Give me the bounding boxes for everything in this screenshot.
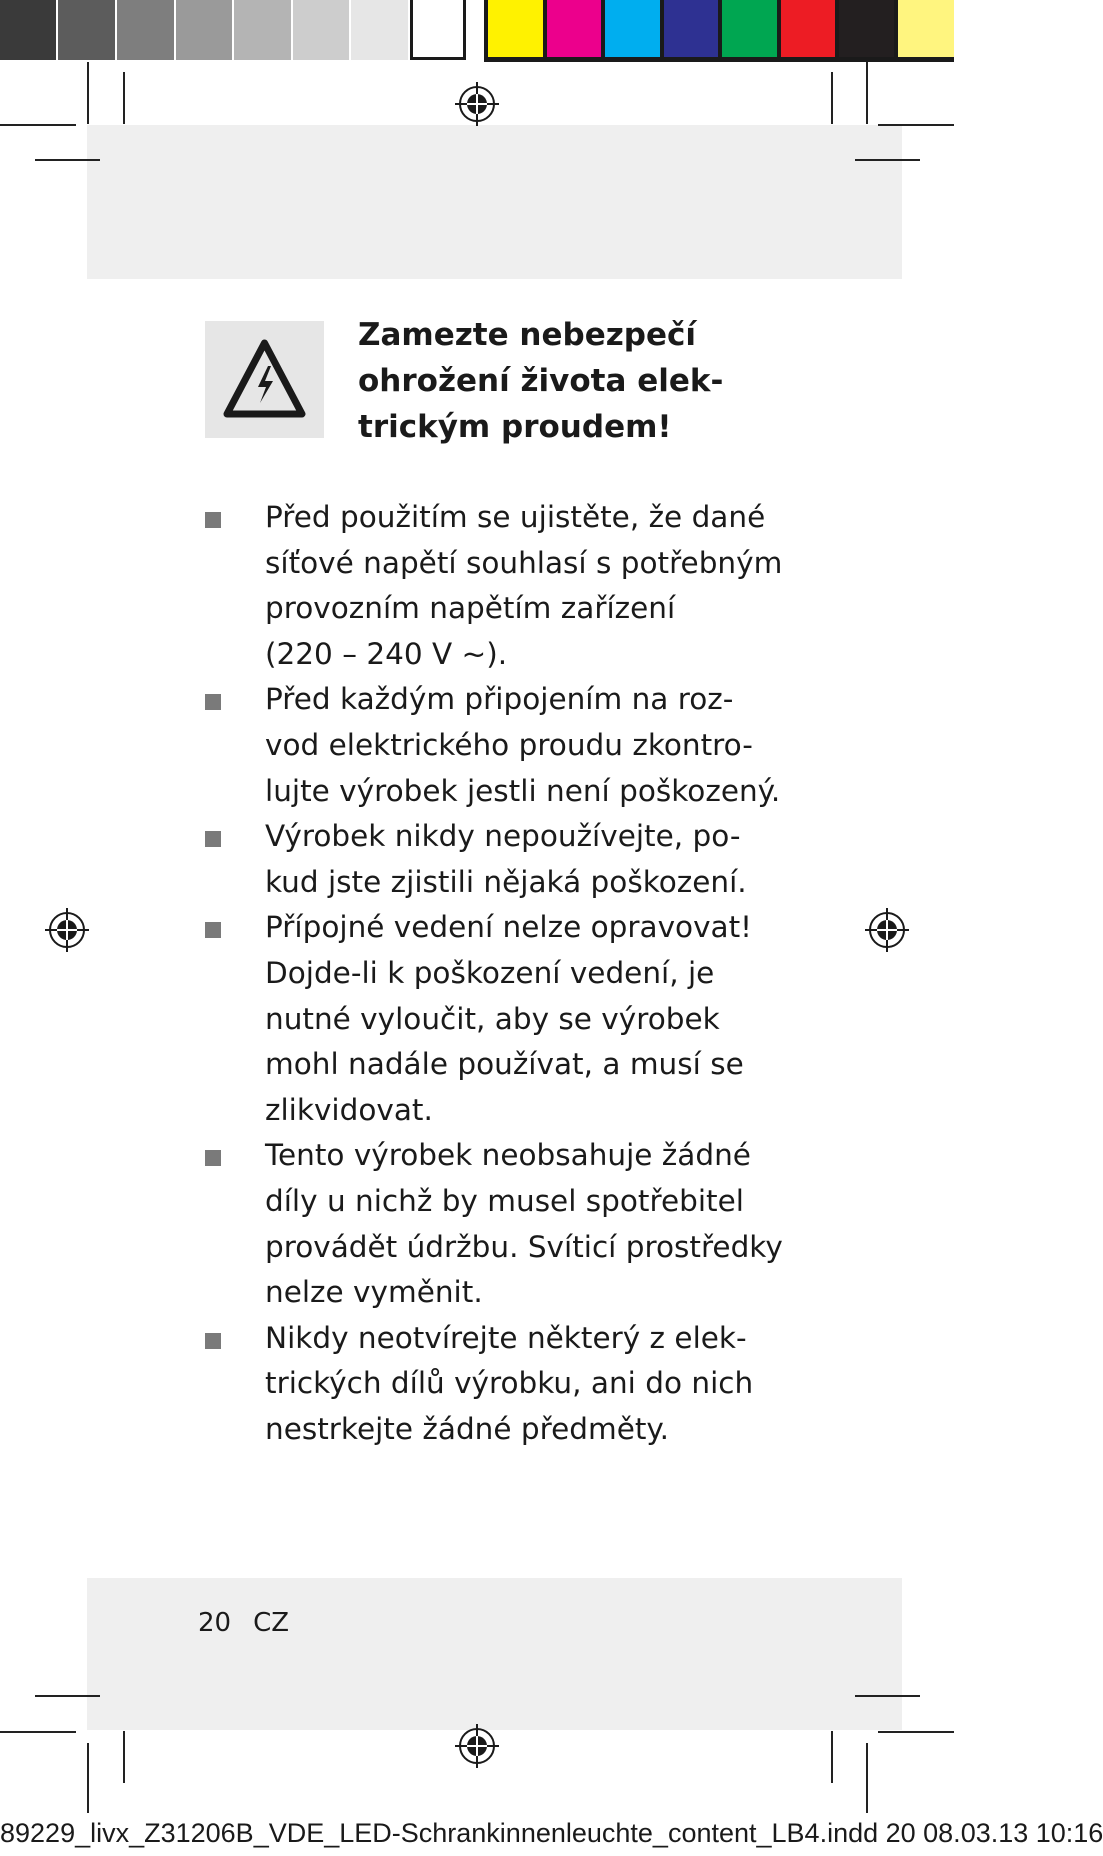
bullet-text-line: Nikdy neotvírejte některý z elek- xyxy=(265,1320,747,1355)
crop-mark xyxy=(0,1731,76,1733)
bullet-text-line: nutné vyloučit, aby se výrobek xyxy=(265,1001,720,1036)
crop-mark xyxy=(0,124,76,126)
crop-mark xyxy=(123,72,125,124)
bullet-text-line: zlikvidovat. xyxy=(265,1092,433,1127)
bullet-text-line: Výrobek nikdy nepoužívejte, po- xyxy=(265,819,741,854)
gray-swatch xyxy=(351,0,408,60)
warning-title xyxy=(358,312,758,450)
color-swatch xyxy=(605,0,660,57)
top-gray-band xyxy=(87,125,902,279)
bullet-text-line: Tento výrobek neobsahuje žádné xyxy=(265,1138,751,1173)
bullet-text-line: mohl nadále používat, a musí se xyxy=(265,1047,744,1082)
gray-swatch xyxy=(0,0,56,60)
bullet-square-icon xyxy=(205,922,221,938)
crop-mark xyxy=(878,124,954,126)
bullet-text-line: provozním napětím zařízení xyxy=(265,591,676,626)
gray-swatch xyxy=(234,0,291,60)
bullet-text xyxy=(265,1133,783,1315)
gray-swatch xyxy=(58,0,115,60)
bottom-gray-band xyxy=(87,1578,902,1730)
bullet-text xyxy=(265,495,783,677)
page-footer xyxy=(198,1608,289,1638)
bullet-text xyxy=(265,1316,765,1453)
bullet-square-icon xyxy=(205,512,221,528)
warning-title-line: Zamezte nebezpečí xyxy=(358,317,696,353)
bullet-square-icon xyxy=(205,831,221,847)
bullet-text-line: trických dílů výrobku, ani do nich xyxy=(265,1366,754,1401)
bullet-item xyxy=(205,905,765,1133)
calibration-strip-color xyxy=(484,0,954,62)
bullet-item xyxy=(205,677,781,814)
registration-mark-icon xyxy=(45,908,89,952)
gray-swatch xyxy=(410,0,466,60)
gray-swatch xyxy=(117,0,174,60)
bullet-item xyxy=(205,495,783,677)
crop-mark xyxy=(878,1731,954,1733)
color-swatch xyxy=(488,0,543,57)
crop-mark xyxy=(866,1743,868,1813)
bullet-square-icon xyxy=(205,1333,221,1349)
color-swatch xyxy=(839,0,894,57)
bullet-text-line: nestrkejte žádné předměty. xyxy=(265,1411,670,1446)
bullet-text xyxy=(265,677,781,814)
crop-mark xyxy=(855,159,920,161)
bullet-text-line: Před každým připojením na roz- xyxy=(265,682,734,717)
bullet-item xyxy=(205,1316,765,1453)
crop-mark xyxy=(831,72,833,124)
bullet-text xyxy=(265,905,765,1133)
color-swatch xyxy=(547,0,601,57)
calibration-strip-gray xyxy=(0,0,470,62)
color-swatch xyxy=(898,0,954,57)
gray-swatch xyxy=(293,0,349,60)
crop-mark xyxy=(35,159,100,161)
page-number: 20 xyxy=(198,1608,232,1638)
bullet-text-line: Přípojné vedení nelze opravovat! xyxy=(265,910,753,945)
bullet-square-icon xyxy=(205,1150,221,1166)
crop-mark xyxy=(831,1731,833,1783)
bullet-text-line: vod elektrického proudu zkontro- xyxy=(265,727,753,762)
bullet-text-line: kud jste zjistili nějaká poškození. xyxy=(265,864,747,899)
bullet-text-line: síťové napětí souhlasí s potřebným xyxy=(265,545,783,580)
registration-mark-icon xyxy=(455,82,499,126)
crop-mark xyxy=(855,1695,920,1697)
warning-icon-box xyxy=(205,321,324,438)
bullet-text-line: Před použitím se ujistěte, že dané xyxy=(265,500,766,534)
bullet-text-line: lujte výrobek jestli není poškozený. xyxy=(265,773,781,808)
bullet-text-line: nelze vyměnit. xyxy=(265,1275,483,1310)
registration-mark-icon xyxy=(455,1724,499,1768)
crop-mark xyxy=(866,62,868,124)
language-code: CZ xyxy=(253,1608,290,1638)
crop-mark xyxy=(123,1731,125,1783)
color-swatch xyxy=(722,0,777,57)
bullet-square-icon xyxy=(205,694,221,710)
crop-mark xyxy=(35,1695,100,1697)
crop-mark xyxy=(87,62,89,124)
safety-bullet-list xyxy=(205,495,783,1452)
bullet-text-line: provádět údržbu. Svíticí prostředky xyxy=(265,1229,783,1264)
bullet-item xyxy=(205,1133,783,1315)
registration-mark-icon xyxy=(865,908,909,952)
warning-title-line: trickým proudem! xyxy=(358,409,672,445)
color-swatch xyxy=(664,0,718,57)
bullet-text-line: (220 – 240 V ~). xyxy=(265,636,508,671)
color-swatch xyxy=(781,0,835,57)
bullet-item xyxy=(205,814,765,905)
bullet-text-line: díly u nichž by musel spotřebitel xyxy=(265,1183,744,1218)
bullet-text xyxy=(265,814,765,905)
print-slug-line: 89229_livx_Z31206B_VDE_LED-Schrankinnenleuchte_content_LB4.indd 20 08.03.13 10:16 xyxy=(0,1818,1103,1848)
bullet-text-line: Dojde-li k poškození vedení, je xyxy=(265,955,715,990)
gray-swatch xyxy=(176,0,232,60)
electric-shock-warning-icon xyxy=(205,321,324,438)
crop-mark xyxy=(87,1743,89,1813)
warning-title-line: ohrožení života elek- xyxy=(358,363,724,399)
